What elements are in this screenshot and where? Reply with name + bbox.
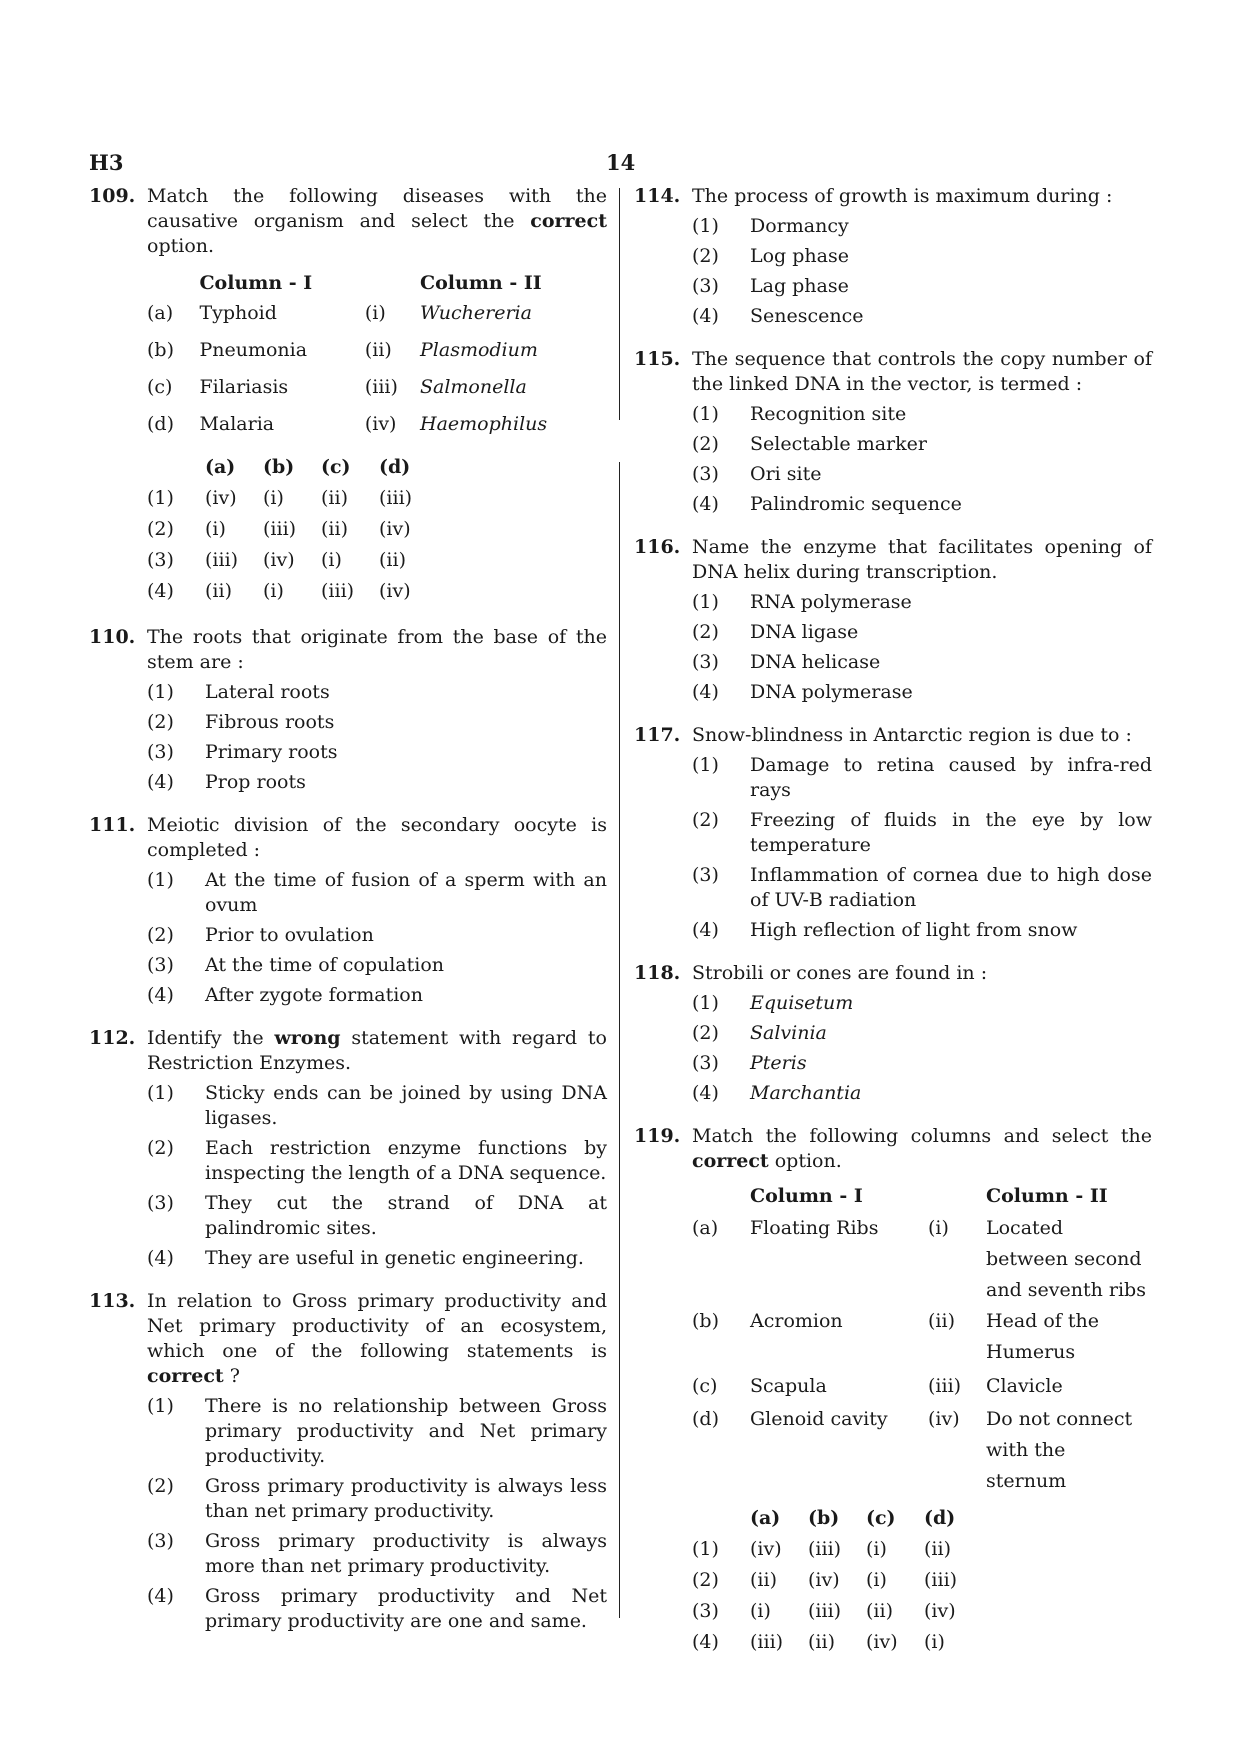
option-4[interactable]: (4) They are useful in genetic engineering. [147,1247,584,1269]
question-number: 116. [634,536,681,558]
option-1[interactable]: (1) Sticky ends can be joined by using DNA ligases. [147,1082,607,1129]
option-1[interactable]: (1) There is no relationship between Gross primary productivity and Net primary productivity. [147,1395,607,1467]
option-3[interactable]: (3) Primary roots [147,741,338,763]
question-number: 115. [634,348,681,370]
column-1-header: Column - I [750,1185,863,1207]
divider-gap [619,420,621,462]
answer-option-4[interactable]: (4) (iii) (ii) (iv) (i) [692,1631,945,1653]
option-2[interactable]: (2) Selectable marker [692,433,927,455]
question-number: 114. [634,185,681,207]
option-3[interactable]: (3) Lag phase [692,275,849,297]
option-1[interactable]: (1) At the time of fusion of a sperm with an ovum [147,869,607,916]
question-number: 118. [634,962,681,984]
paper-code: H3 [89,150,124,175]
option-4[interactable]: (4) Marchantia [692,1082,862,1104]
option-1[interactable]: (1) Damage to retina caused by infra-red rays [692,754,1152,801]
answer-option-4[interactable]: (4) (ii) (i) (iii) (iv) [147,580,411,602]
question-115 [634,347,1152,517]
page-number: 14 [606,150,636,175]
option-2[interactable]: (2) Gross primary productivity is always less than net primary productivity. [147,1475,607,1522]
option-4[interactable]: (4) Prop roots [147,771,306,793]
match-table [692,1180,1151,1497]
question-stem: The roots that originate from the base of the stem are : [147,626,607,673]
column-2-header: Column - II [420,271,542,294]
column-divider [619,188,620,1618]
question-stem: The process of growth is maximum during : [692,185,1113,207]
question-number: 112. [89,1027,136,1049]
match-row: (a) Typhoid (i) Wuchereria [147,302,532,324]
question-112 [89,1026,607,1271]
question-stem: Snow-blindness in Antarctic region is due to : [692,724,1132,746]
answer-table: (a) (b) (c) (d) (1) (iv) (iii) (i) (ii) (2) (ii) (iv) (i) (iii) (3) (i) (iii) (ii) (iv) (4) (iii) (ii) (iv) (i) [692,1503,982,1658]
answer-option-1[interactable]: (1) (iv) (iii) (i) (ii) [692,1538,951,1560]
answer-option-1[interactable]: (1) (iv) (i) (ii) (iii) [147,487,413,509]
question-number: 109. [89,185,136,207]
option-4[interactable]: (4) Senescence [692,305,864,327]
question-stem: In relation to Gross primary productivity and Net primary productivity of an ecosystem, which one of the following statements is correct ? [147,1290,607,1387]
answer-option-2[interactable]: (2) (ii) (iv) (i) (iii) [692,1569,958,1591]
question-113 [89,1289,607,1634]
option-2[interactable]: (2) Fibrous roots [147,711,335,733]
option-2[interactable]: (2) Log phase [692,245,849,267]
match-row: (d) Malaria (iv) Haemophilus [147,413,548,435]
question-stem: Strobili or cones are found in : [692,962,988,984]
option-3[interactable]: (3) Inflammation of cornea due to high dose of UV-B radiation [692,864,1152,911]
question-stem: Identify the wrong statement with regard to Restriction Enzymes. [147,1027,607,1074]
question-116 [634,535,1152,705]
match-row: (a) Floating Ribs (i) Located between second and seventh ribs [692,1217,1146,1301]
answer-option-3[interactable]: (3) (iii) (iv) (i) (ii) [147,549,406,571]
question-stem: The sequence that controls the copy number of the linked DNA in the vector, is termed : [692,348,1152,395]
option-3[interactable]: (3) Pteris [692,1052,807,1074]
option-3[interactable]: (3) They cut the strand of DNA at palindromic sites. [147,1192,607,1239]
option-3[interactable]: (3) At the time of copulation [147,954,445,976]
question-stem: Name the enzyme that facilitates opening of DNA helix during transcription. [692,536,1152,583]
option-2[interactable]: (2) Freezing of fluids in the eye by low temperature [692,809,1152,856]
question-stem: Match the following columns and select the correct option. [692,1125,1152,1172]
option-1[interactable]: (1) Lateral roots [147,681,330,703]
match-row: (c) Filariasis (iii) Salmonella [147,376,527,398]
question-119 [634,1124,1152,1658]
left-column [89,184,607,1652]
question-number: 110. [89,626,136,648]
question-stem: Match the following diseases with the causative organism and select the correct option. [147,185,607,257]
question-number: 117. [634,724,681,746]
option-4[interactable]: (4) After zygote formation [147,984,423,1006]
question-109 [89,184,607,607]
question-stem: Meiotic division of the secondary oocyte is completed : [147,814,607,861]
match-table [147,265,607,446]
option-1[interactable]: (1) Dormancy [692,215,849,237]
option-3[interactable]: (3) Ori site [692,463,822,485]
question-number: 119. [634,1125,681,1147]
option-2[interactable]: (2) Each restriction enzyme functions by inspecting the length of a DNA sequence. [147,1137,607,1184]
option-4[interactable]: (4) High reflection of light from snow [692,919,1078,941]
match-row: (d) Glenoid cavity (iv) Do not connect with the sternum [692,1408,1133,1492]
option-2[interactable]: (2) Salvinia [692,1022,827,1044]
option-4[interactable]: (4) DNA polymerase [692,681,913,703]
question-number: 113. [89,1290,136,1312]
option-1[interactable]: (1) RNA polymerase [692,591,912,613]
option-4[interactable]: (4) Gross primary productivity and Net primary productivity are one and same. [147,1585,607,1632]
match-row: (b) Acromion (ii) Head of the Humerus [692,1310,1099,1363]
question-111 [89,813,607,1008]
option-1[interactable]: (1) Recognition site [692,403,907,425]
option-3[interactable]: (3) Gross primary productivity is always more than net primary productivity. [147,1530,607,1577]
option-1[interactable]: (1) Equisetum [692,992,854,1014]
question-117 [634,723,1152,943]
option-3[interactable]: (3) DNA helicase [692,651,881,673]
question-110 [89,625,607,795]
answer-option-3[interactable]: (3) (i) (iii) (ii) (iv) [692,1600,956,1622]
option-2[interactable]: (2) Prior to ovulation [147,924,374,946]
column-2-header: Column - II [986,1185,1108,1207]
option-4[interactable]: (4) Palindromic sequence [692,493,962,515]
question-114 [634,184,1152,329]
column-1-header: Column - I [199,271,313,294]
answer-option-2[interactable]: (2) (i) (iii) (ii) (iv) [147,518,411,540]
match-row: (c) Scapula (iii) Clavicle [692,1375,1063,1397]
match-row: (b) Pneumonia (ii) Plasmodium [147,339,538,361]
question-number: 111. [89,814,136,836]
question-118 [634,961,1152,1106]
option-2[interactable]: (2) DNA ligase [692,621,859,643]
answer-table: (a) (b) (c) (d) (1) (iv) (i) (ii) (iii) (2) (i) (iii) (ii) (iv) (3) (iii) (iv) (i) (ii) (4) (ii) (i) (iii) (iv) [147,452,437,607]
right-column [634,184,1152,1676]
